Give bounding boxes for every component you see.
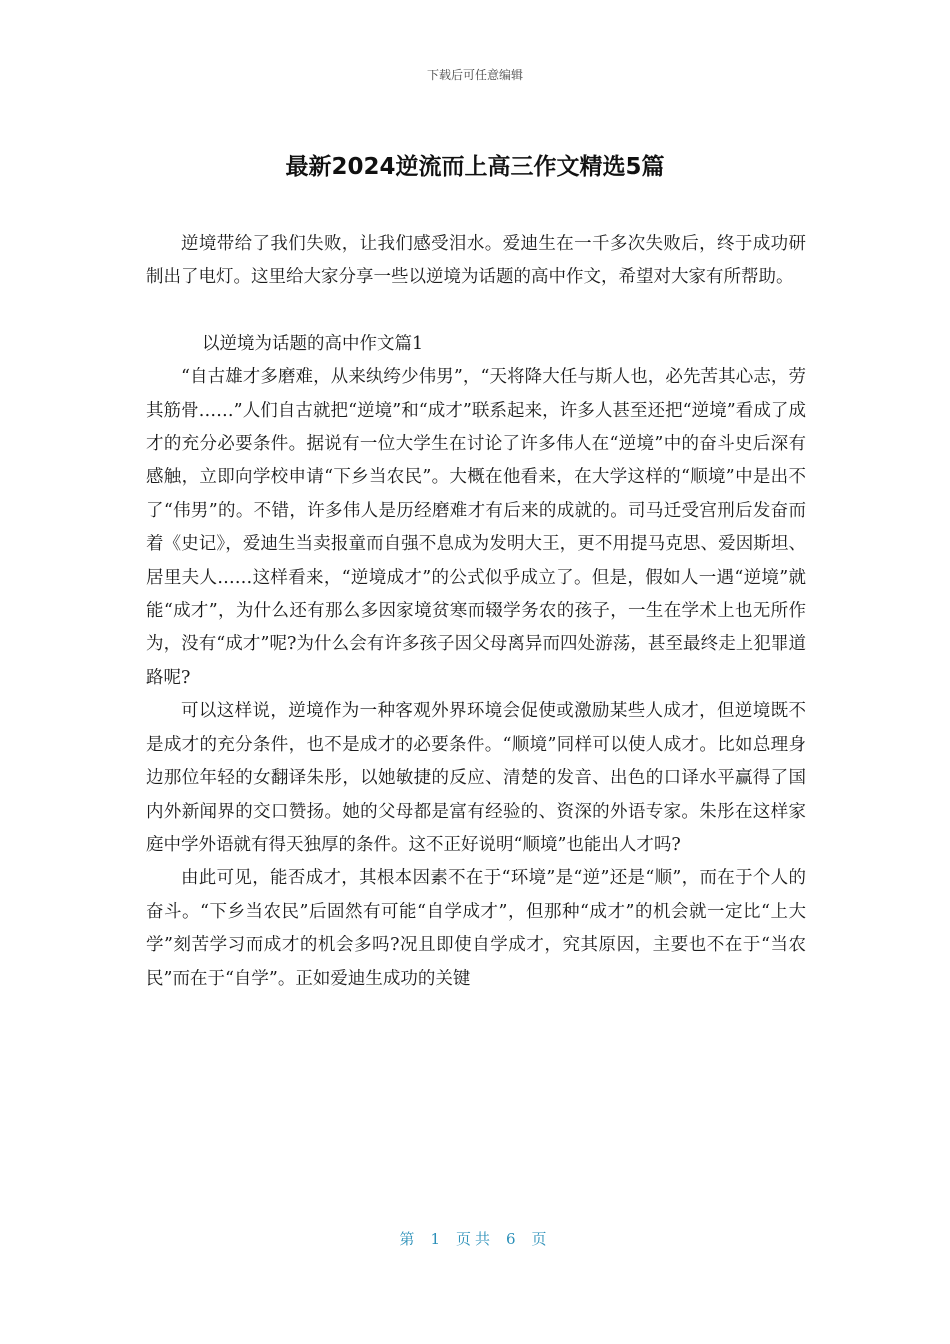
document-title: 最新2024逆流而上高三作文精选5篇 bbox=[285, 154, 665, 180]
footer-middle: 页共 bbox=[455, 1230, 494, 1248]
footer-page-number: 1 bbox=[430, 1230, 444, 1248]
intro-paragraph: 逆境带给了我们失败，让我们感受泪水。爱迪生在一千多次失败后，终于成功研制出了电灯。这里给大家分享一些以逆境为话题的高中作文，希望对大家有所帮助。 bbox=[146, 234, 806, 288]
footer-total-pages: 6 bbox=[506, 1230, 520, 1248]
section-heading: 以逆境为话题的高中作文篇1 bbox=[202, 333, 424, 354]
document-body bbox=[146, 228, 806, 996]
body-paragraph: “自古雄才多磨难，从来纨绔少伟男”，“天将降大任与斯人也，必先苦其心志，劳其筋骨……”人们自古就把“逆境”和“成才”联系起来，许多人甚至还把“逆境”看成了成才的充分必要条件。据说有一位大学生在讨论了许多伟人在“逆境”中的奋斗史后深有感触，立即向学校申请“下乡当农民”。大概在他看来，在大学这样的“顺境”中是出不了“伟男”的。不错，许多伟人是历经磨难才有后来的成就的。司马迁受宫刑后发奋而着《史记》，爱迪生当卖报童而自强不息成为发明大王，更不用提马克思、爱因斯坦、居里夫人……这样看来，“逆境成才”的公式似乎成立了。但是，假如人一遇“逆境”就能“成才”，为什么还有那么多因家境贫寒而辍学务农的孩子，一生在学术上也无所作为，没有“成才”呢?为什么会有许多孩子因父母离异而四处游荡，甚至最终走上犯罪道路呢? bbox=[146, 367, 806, 688]
page-footer bbox=[0, 1228, 950, 1249]
footer-suffix: 页 bbox=[531, 1230, 551, 1248]
footer-prefix: 第 bbox=[399, 1230, 419, 1248]
body-paragraph: 可以这样说，逆境作为一种客观外界环境会促使或激励某些人成才，但逆境既不是成才的充分条件，也不是成才的必要条件。“顺境”同样可以使人成才。比如总理身边那位年轻的女翻译朱彤，以她敏捷的反应、清楚的发音、出色的口译水平赢得了国内外新闻界的交口赞扬。她的父母都是富有经验的、资深的外语专家。朱彤在这样家庭中学外语就有得天独厚的条件。这不正好说明“顺境”也能出人才吗? bbox=[146, 701, 806, 855]
body-paragraph: 由此可见，能否成才，其根本因素不在于“环境”是“逆”还是“顺”，而在于个人的奋斗。“下乡当农民”后固然有可能“自学成才”，但那种“成才”的机会就一定比“上大学”刻苦学习而成才的机会多吗?况且即使自学成才，究其原因，主要也不在于“当农民”而在于“自学”。正如爱迪生成功的关键 bbox=[146, 868, 806, 989]
header-note: 下载后可任意编辑 bbox=[426, 68, 523, 82]
